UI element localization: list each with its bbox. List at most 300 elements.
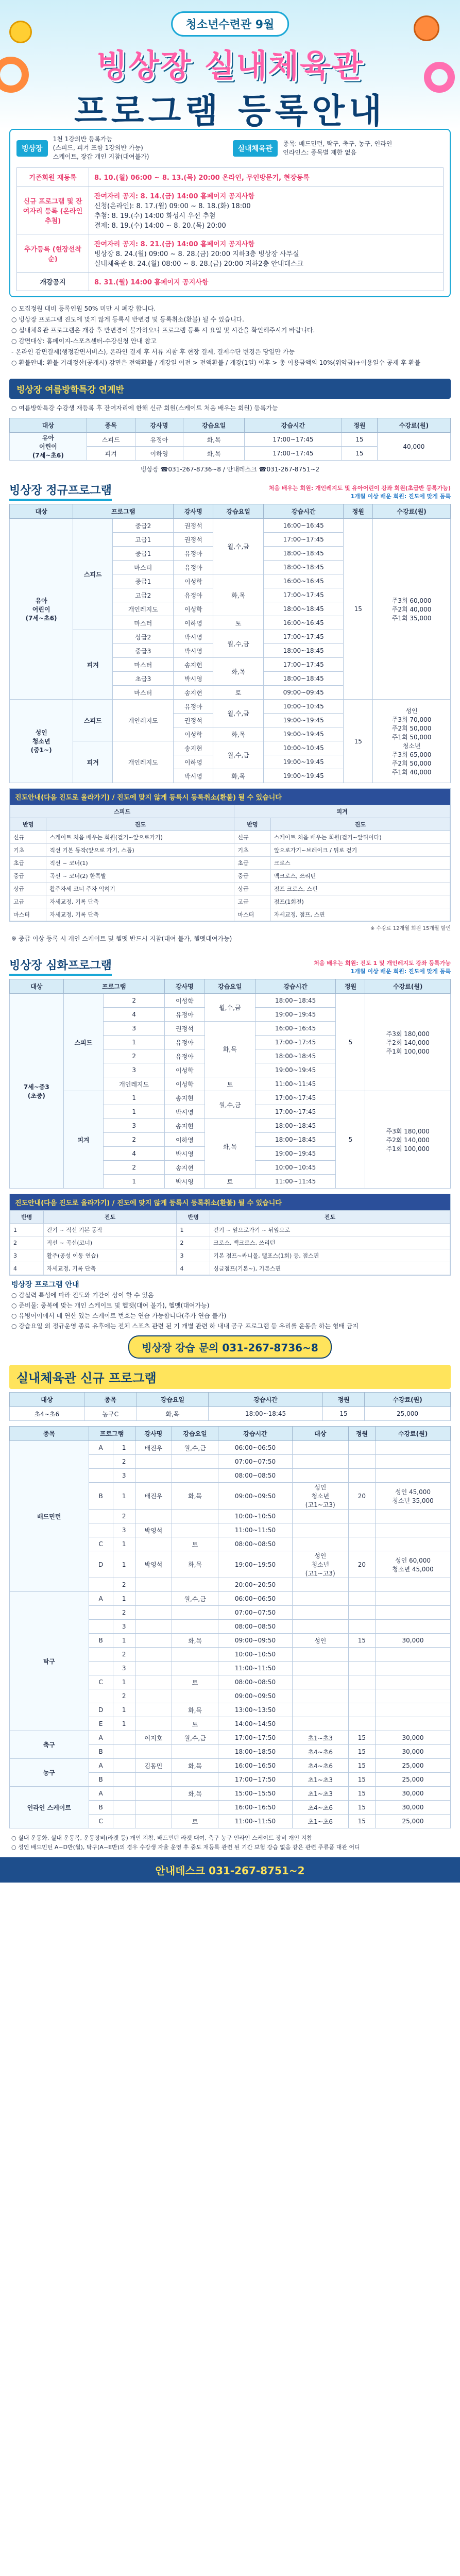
table-cell: 11:00~11:45: [255, 1175, 335, 1189]
table-cell: 20: [348, 1551, 375, 1578]
table-cell: 17:00~17:50: [218, 1773, 293, 1787]
col-header: 강사명: [165, 979, 205, 994]
sport-cell: 농구: [10, 1759, 89, 1787]
info-item: ○ 유병어이에서 네 연산 있는 스케이트 번호는 연습 가능합니다(추가 연습 불가): [11, 1312, 227, 1319]
table-cell: 자세교정, 기록 단축: [46, 908, 234, 921]
table-cell: [376, 1717, 451, 1731]
table-cell: [292, 1455, 348, 1469]
table-cell: 18:00~18:45: [255, 1049, 335, 1063]
table-cell: [172, 1745, 218, 1759]
summer-section-title: 빙상장 여름방학특강 연계반: [9, 379, 451, 399]
table-cell: 07:00~07:50: [218, 1455, 293, 1469]
table-cell: 유정아: [174, 588, 213, 602]
table-cell: 06:00~06:50: [218, 1441, 293, 1455]
rink-line: 스케이트, 장갑 개인 지참(대여불가): [53, 153, 149, 160]
table-cell: 이하영: [135, 447, 183, 461]
basketball-icon: [414, 15, 439, 41]
table-cell: 18:00~18:45: [263, 561, 343, 574]
table-cell: 3: [113, 1523, 135, 1537]
table-cell: [172, 1455, 218, 1469]
table-cell: 3: [10, 1249, 44, 1262]
info-item: ○ 실내 운동화, 실내 운동복, 운동장비(라켓 등) 개인 지참, 배드민턴 라켓 대여, 축구 농구 인라인 스케이트 장비 개인 지참: [11, 1835, 312, 1841]
table-cell: 고급2: [113, 588, 174, 602]
table-cell: 5: [336, 994, 365, 1091]
table-cell: A: [89, 1441, 113, 1455]
table-cell: 15: [348, 1773, 375, 1787]
table-cell: [292, 1510, 348, 1523]
reg-line: 결제: 8. 19.(수) 14:00 ~ 8. 20.(목) 20:00: [94, 222, 226, 230]
table-cell: 16:00~16:50: [218, 1759, 293, 1773]
rink-info: [11, 1280, 449, 1331]
col-header: 강습시간: [209, 1393, 323, 1407]
table-cell: [172, 1523, 218, 1537]
section-note: 1개월 이상 배운 회원: 진도에 맞게 등록: [350, 968, 451, 975]
notice-item: ○ 감면대상: 홈페이지-스포츠센터-수강신청 안내 참고: [11, 337, 157, 345]
table-cell: [135, 1801, 172, 1815]
table-cell: 2: [113, 1689, 135, 1703]
section-note: 처음 배우는 회원: 개인레지도 및 유아어린이 강좌 회원(초급반 등록가능): [268, 485, 451, 492]
table-cell: 이성학: [165, 994, 205, 1008]
table-row: [10, 1091, 451, 1105]
table-cell: 개인레지도: [113, 602, 174, 616]
table-cell: [172, 1648, 218, 1662]
table-cell: 30,000: [376, 1731, 451, 1745]
table-cell: 10:00~10:45: [263, 741, 343, 755]
table-cell: 11:00~11:50: [218, 1523, 293, 1537]
table-cell: [292, 1675, 348, 1689]
table-cell: 싱글점프(기본~), 기본스핀: [210, 1262, 450, 1275]
table-cell: [135, 1455, 172, 1469]
summer-table: [9, 418, 451, 461]
group-cell: 7세~중3 (초중): [10, 994, 64, 1189]
col-header: 강사명: [174, 504, 213, 519]
table-cell: 17:00~17:45: [263, 533, 343, 547]
table-cell: 이성학: [165, 1077, 205, 1091]
table-cell: 4: [177, 1262, 210, 1275]
table-cell: 11:00~11:50: [218, 1815, 293, 1828]
table-cell: B: [89, 1634, 113, 1648]
col-header: 대상: [292, 1427, 348, 1441]
rink-tag: 빙상장: [16, 140, 48, 157]
table-cell: 권정석: [174, 519, 213, 533]
table-cell: 점프(1회전): [270, 895, 450, 908]
table-cell: 마스터: [113, 616, 174, 630]
table-cell: 2: [113, 1510, 135, 1523]
table-cell: [89, 1469, 113, 1483]
col-header: 종목: [10, 1427, 89, 1441]
table-row: [10, 844, 450, 857]
table-cell: [135, 1620, 172, 1634]
table-cell: [172, 1801, 218, 1815]
table-cell: 토: [213, 616, 264, 630]
col-header: 종목: [87, 418, 135, 433]
table-cell: B: [89, 1745, 113, 1759]
table-cell: 고급: [10, 895, 46, 908]
col-header: 진도: [270, 818, 450, 831]
table-cell: 1: [113, 1634, 135, 1648]
table-cell: [292, 1662, 348, 1675]
col-header: 정원: [323, 1393, 365, 1407]
table-cell: [348, 1537, 375, 1551]
table-cell: 18:00~18:45: [255, 1133, 335, 1147]
table-cell: 이성학: [174, 727, 213, 741]
table-cell: [135, 1510, 172, 1523]
table-cell: 15: [348, 1787, 375, 1801]
table-cell: E: [89, 1717, 113, 1731]
table-cell: 19:00~19:45: [263, 727, 343, 741]
table-cell: 1: [113, 1551, 135, 1578]
table-cell: 월,수,금: [213, 630, 264, 658]
table-cell: 15: [348, 1745, 375, 1759]
table-cell: 월,수,금: [213, 519, 264, 574]
table-cell: 19:00~19:45: [255, 1147, 335, 1161]
table-cell: 3: [177, 1249, 210, 1262]
table-cell: 15: [348, 1634, 375, 1648]
table-cell: 화,목: [213, 574, 264, 616]
table-row: [10, 1262, 450, 1275]
table-cell: 18:00~18:45: [255, 994, 335, 1008]
col-header: 강습요일: [213, 504, 264, 519]
table-cell: [135, 1634, 172, 1648]
table-cell: [292, 1537, 348, 1551]
progress-guide-1: [9, 788, 451, 922]
table-cell: A: [89, 1787, 113, 1801]
table-cell: [113, 1759, 135, 1773]
table-cell: 3: [104, 1119, 165, 1133]
table-cell: 초1~초3: [292, 1731, 348, 1745]
table-cell: 고급: [234, 895, 270, 908]
contact-line: 빙상장 ☎031-267-8736~8 / 안내데스크 ☎031-267-8751~2: [140, 466, 320, 473]
table-row: [10, 831, 450, 844]
table-cell: [376, 1689, 451, 1703]
regular-program-table: [9, 504, 451, 783]
table-cell: 기초: [10, 844, 46, 857]
table-cell: 초급: [10, 857, 46, 870]
table-cell: 13:00~13:50: [218, 1703, 293, 1717]
table-cell: 19:00~19:45: [255, 1063, 335, 1077]
program-speed: 스피드: [63, 994, 104, 1091]
col-header: 강습요일: [172, 1427, 218, 1441]
table-cell: [376, 1648, 451, 1662]
progress-table-2: [10, 1210, 450, 1275]
fee-cell: 성인 주3회 70,000 주2회 50,000 주1회 50,000 청소년 주3회 65,000 주2회 50,000 주1회 40,000: [373, 700, 451, 783]
table-cell: [292, 1689, 348, 1703]
notice-item: ○ 빙상장 프로그램 진도에 맞지 않게 등록시 반변경 및 등록취소(환불) 될 수 있습니다.: [11, 316, 244, 323]
table-cell: [135, 1662, 172, 1675]
col-header: 대상: [10, 418, 87, 433]
table-cell: [89, 1455, 113, 1469]
table-cell: 직선 기본 동작(앞으로 가기, 스톱): [46, 844, 234, 857]
table-cell: [89, 1648, 113, 1662]
table-cell: 10:00~10:45: [263, 700, 343, 714]
table-cell: 17:00~17:45: [255, 1036, 335, 1049]
table-cell: [89, 1523, 113, 1537]
rink-line: (스피드, 피겨 포함 1강의반 가능): [53, 144, 143, 151]
table-cell: 10:00~10:45: [255, 1161, 335, 1175]
table-cell: 곡선 ~ 코너(2) 한쪽발: [46, 870, 234, 883]
table-cell: 권정석: [174, 714, 213, 727]
table-row: [10, 519, 451, 533]
table-cell: 11:00~11:50: [218, 1662, 293, 1675]
table-cell: 송지현: [165, 1119, 205, 1133]
table-cell: 유정아: [174, 561, 213, 574]
table-cell: 초4~초6: [292, 1745, 348, 1759]
table-cell: [172, 1620, 218, 1634]
table-cell: [292, 1578, 348, 1592]
table-cell: 송지현: [174, 741, 213, 755]
info-item: ○ 성인 배드민턴 A~D반(월), 탁구(A~E반)의 경우 수강생 자율 운영 후 중도 재등록 관련 된 기간 보험 강습 없음 같은 관련 주류품 대관 어디: [11, 1844, 360, 1851]
table-cell: [89, 1620, 113, 1634]
table-cell: 유정아: [135, 433, 183, 447]
table-cell: 17:00~17:45: [255, 1105, 335, 1119]
table-cell: 월,수,금: [213, 700, 264, 727]
table-cell: 크로스, 백크로스, 쓰리턴: [210, 1236, 450, 1249]
table-cell: 15: [348, 1759, 375, 1773]
table-cell: [89, 1689, 113, 1703]
table-cell: [135, 1745, 172, 1759]
table-cell: [376, 1662, 451, 1675]
reg-line: 실내체육관 8. 24.(월) 08:00 ~ 8. 28.(금) 20:00 지하2층 안내데스크: [94, 260, 304, 268]
table-cell: C: [89, 1815, 113, 1828]
table-cell: 백크로스, 쓰리턴: [270, 870, 450, 883]
table-cell: [172, 1689, 218, 1703]
table-cell: [172, 1662, 218, 1675]
rink-line: 1천 1강의반 등록가능: [53, 135, 113, 143]
table-cell: 자세교정, 기록 단축: [43, 1262, 177, 1275]
table-cell: 09:00~09:50: [218, 1483, 293, 1510]
col-header: 정원: [336, 979, 365, 994]
program-figure: 피겨: [73, 741, 113, 783]
table-cell: 3: [104, 1022, 165, 1036]
table-row: [10, 857, 450, 870]
table-cell: D: [89, 1551, 113, 1578]
table-cell: 16:00~16:45: [255, 1022, 335, 1036]
table-cell: B: [89, 1483, 113, 1510]
col-header: 반명: [234, 818, 270, 831]
group-cell: 성인 청소년 (중1~): [10, 700, 73, 783]
table-cell: [113, 1773, 135, 1787]
col-header: 수강료(원): [377, 418, 450, 433]
table-cell: 30,000: [376, 1634, 451, 1648]
table-cell: [376, 1675, 451, 1689]
table-cell: 토: [172, 1537, 218, 1551]
table-cell: 화,목: [213, 727, 264, 741]
footer-phone: 안내데스크 031-267-8751~2: [0, 1857, 460, 1883]
table-cell: 걷기 ~ 직선 기본 동작: [43, 1224, 177, 1236]
table-cell: [292, 1606, 348, 1620]
table-cell: 활주자세 코너 주자 익히기: [46, 883, 234, 895]
table-cell: 배진우: [135, 1483, 172, 1510]
col-header: 진도: [46, 818, 234, 831]
table-cell: 2: [177, 1236, 210, 1249]
table-cell: [89, 1510, 113, 1523]
table-cell: 박시영: [165, 1147, 205, 1161]
table-cell: 2: [113, 1606, 135, 1620]
table-cell: [113, 1801, 135, 1815]
col-header: 진도: [43, 1211, 177, 1224]
program-figure: 피겨: [63, 1091, 104, 1189]
table-row: [10, 1249, 450, 1262]
col-header: 강습시간: [255, 979, 335, 994]
table-cell: [348, 1523, 375, 1537]
table-cell: 여지호: [135, 1731, 172, 1745]
table-cell: 1: [104, 1091, 165, 1105]
table-cell: 이성학: [165, 1063, 205, 1077]
table-cell: 1: [104, 1036, 165, 1049]
col-header: 대상: [10, 504, 73, 519]
table-cell: 기초: [234, 844, 270, 857]
col-header: 강사명: [135, 1427, 172, 1441]
table-cell: 15: [348, 1731, 375, 1745]
table-cell: 17:00~17:45: [263, 630, 343, 644]
table-cell: [376, 1537, 451, 1551]
table-cell: 토: [172, 1815, 218, 1828]
table-cell: 직선 ~ 곡선(코너): [43, 1236, 177, 1249]
table-cell: 월,수,금: [172, 1441, 218, 1455]
table-cell: 1: [104, 1175, 165, 1189]
table-cell: 화,목: [172, 1759, 218, 1773]
table-cell: [135, 1537, 172, 1551]
table-cell: B: [89, 1801, 113, 1815]
table-cell: C: [89, 1537, 113, 1551]
table-cell: 박시영: [165, 1105, 205, 1119]
fee-cell: 주3회 180,000 주2회 140,000 주1회 100,000: [365, 1091, 451, 1189]
table-cell: 피겨: [87, 447, 135, 461]
page-title-line2: 프로그램 등록안내: [74, 91, 386, 129]
table-cell: 화,목: [172, 1551, 218, 1578]
table-cell: 성인 청소년 (고1~고3): [292, 1483, 348, 1510]
reg-text: 8. 31.(월) 14:00 홈페이지 공지사항: [89, 273, 444, 291]
table-cell: [348, 1441, 375, 1455]
table-cell: 초1~초3: [292, 1787, 348, 1801]
table-cell: 08:00~08:50: [218, 1620, 293, 1634]
table-cell: 2: [104, 1049, 165, 1063]
table-cell: 4: [104, 1008, 165, 1022]
table-cell: [135, 1815, 172, 1828]
table-cell: [135, 1717, 172, 1731]
table-cell: 18:00~18:45: [263, 672, 343, 686]
table-cell: [135, 1469, 172, 1483]
table-cell: 화,목: [183, 433, 245, 447]
table-cell: 신규: [10, 831, 46, 844]
table-cell: 10:00~10:50: [218, 1648, 293, 1662]
table-cell: [292, 1523, 348, 1537]
col-header: 반명: [10, 1211, 44, 1224]
registration-schedule: [16, 167, 444, 291]
table-cell: 이성학: [174, 602, 213, 616]
table-row: [10, 908, 450, 921]
group-cell: 유아 어린이 (7세~초6): [10, 433, 87, 461]
table-cell: 신규: [234, 831, 270, 844]
table-cell: 권정석: [174, 533, 213, 547]
table-cell: 상급2: [113, 630, 174, 644]
table-cell: 박영석: [135, 1523, 172, 1537]
progress-caption: 진도안내(다음 진도로 올라가기) / 진도에 맞지 않게 등록시 등록취소(환불) 될 수 있습니다: [10, 789, 450, 805]
table-cell: [292, 1648, 348, 1662]
table-cell: 중급1: [113, 547, 174, 561]
section-note: 1개월 이상 배운 회원: 진도에 맞게 등록: [350, 493, 451, 500]
table-cell: 2: [113, 1578, 135, 1592]
table-cell: 화,목: [213, 658, 264, 686]
rink-info-title: 빙상장 프로그램 안내: [11, 1281, 79, 1289]
table-cell: 기본 점프~싸니몰, 탤포스(1회) 등, 점스핀: [210, 1249, 450, 1262]
table-cell: 17:00~17:50: [218, 1731, 293, 1745]
sport-cell: 탁구: [10, 1592, 89, 1731]
table-cell: 월,수,금: [213, 741, 264, 769]
table-cell: 중급1: [113, 574, 174, 588]
info-item: ○ 준비물: 중복에 맞는 개인 스케이트 및 헬멧(대여 불가), 헬멧(대여가능): [11, 1302, 210, 1309]
table-cell: 유정아: [174, 700, 213, 714]
table-cell: [376, 1523, 451, 1537]
fee-cell: 주3회 60,000 주2회 40,000 주1회 35,000: [373, 519, 451, 700]
table-cell: 15:00~15:50: [218, 1787, 293, 1801]
table-cell: 1: [113, 1703, 135, 1717]
table-cell: [135, 1578, 172, 1592]
col-header: 프로그램: [73, 504, 174, 519]
col-header: 대상: [10, 979, 64, 994]
table-cell: 마스터: [234, 908, 270, 921]
table-cell: 15: [342, 433, 377, 447]
equipment-note: ※ 중급 이상 등록 시 개인 스케이트 및 헬멧 반드시 지참(대여 불가, 헬멧대여가능): [11, 935, 232, 942]
table-cell: 박영석: [135, 1551, 172, 1578]
table-cell: 월,수,금: [172, 1592, 218, 1606]
table-cell: [376, 1469, 451, 1483]
table-cell: 1: [113, 1717, 135, 1731]
col-header: 대상: [10, 1393, 84, 1407]
table-cell: 활주(공성 이동 연습): [43, 1249, 177, 1262]
table-cell: 2: [104, 994, 165, 1008]
table-cell: [292, 1717, 348, 1731]
table-cell: [348, 1455, 375, 1469]
table-cell: 성인 45,000 청소년 35,000: [376, 1483, 451, 1510]
table-cell: 상급: [234, 883, 270, 895]
table-cell: 15: [342, 447, 377, 461]
table-cell: [113, 1787, 135, 1801]
table-cell: 자세교정, 기록 단축: [46, 895, 234, 908]
table-cell: 화,목: [205, 1119, 255, 1175]
table-cell: [135, 1689, 172, 1703]
table-cell: [113, 1731, 135, 1745]
table-cell: 08:00~08:50: [218, 1675, 293, 1689]
col-header: 반명: [10, 818, 46, 831]
table-cell: 박시영: [174, 630, 213, 644]
registration-info-box: [9, 129, 451, 297]
table-cell: [376, 1703, 451, 1717]
table-cell: 19:00~19:45: [263, 769, 343, 783]
fee-cell: 40,000: [377, 433, 450, 461]
table-cell: 개인레지도: [113, 700, 174, 741]
table-cell: 20:00~20:50: [218, 1578, 293, 1592]
table-cell: 이하영: [165, 1133, 205, 1147]
table-cell: 초1~초6: [292, 1815, 348, 1828]
table-cell: 2: [104, 1161, 165, 1175]
table-cell: 25,000: [365, 1407, 451, 1421]
indoor-program-table: [9, 1426, 451, 1828]
table-cell: 초4~초6: [292, 1801, 348, 1815]
sport-cell: 축구: [10, 1731, 89, 1759]
table-cell: 마스터: [113, 561, 174, 574]
indoor-section-title: 실내체육관 신규 프로그램: [9, 1365, 451, 1389]
table-cell: 이하영: [174, 755, 213, 769]
col-header: 정원: [342, 418, 377, 433]
table-cell: 08:00~08:50: [218, 1537, 293, 1551]
table-cell: [292, 1620, 348, 1634]
notice-item: - 온라인 감면결제(행정감면서비스), 온라인 결제 후 서류 지참 후 현장 결제, 결제수단 변경은 당일만 가능: [11, 348, 295, 355]
table-cell: 2: [10, 1236, 44, 1249]
table-row: [10, 883, 450, 895]
table-cell: 30,000: [376, 1787, 451, 1801]
table-cell: 이성학: [174, 574, 213, 588]
